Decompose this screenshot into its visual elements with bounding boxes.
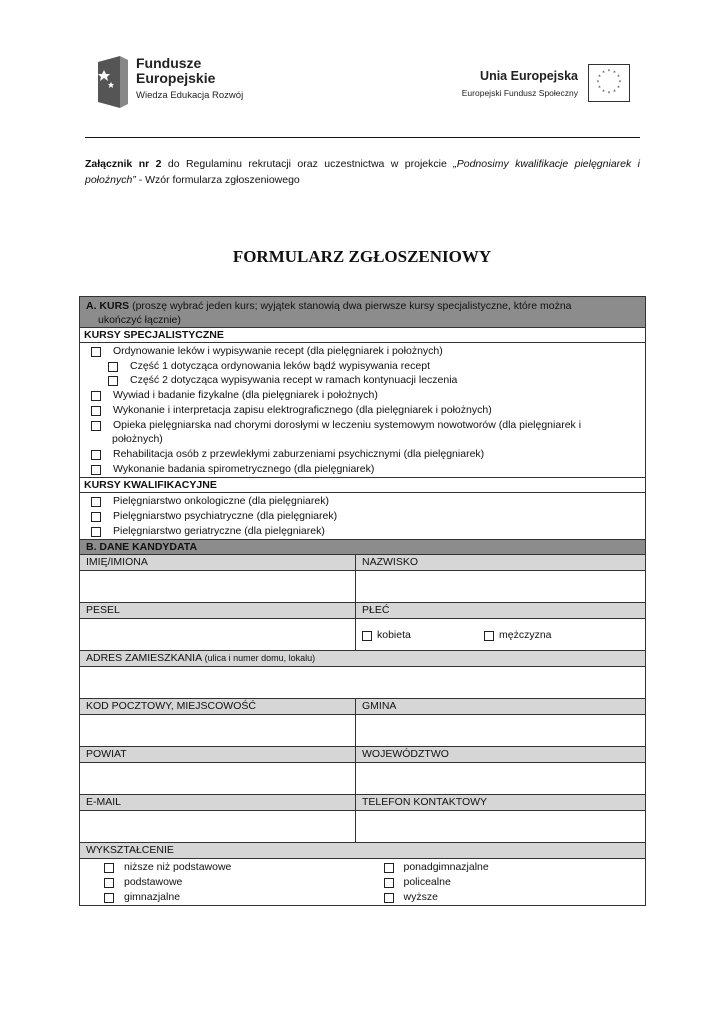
checkbox[interactable] <box>91 497 101 507</box>
table-row <box>80 715 645 747</box>
course-label: Rehabilitacja osób z przewlekłymi zaburzeniami psychicznymi (dla pielęgniarek) <box>113 447 485 460</box>
checkbox[interactable] <box>108 362 118 372</box>
list-item <box>91 462 645 477</box>
list-item <box>91 388 645 403</box>
education-column-left <box>80 860 366 905</box>
pesel-label: PESEL <box>80 603 356 618</box>
checkbox[interactable] <box>91 391 101 401</box>
list-item <box>104 875 366 890</box>
county-field[interactable] <box>80 763 356 794</box>
svg-text:*: * <box>617 74 620 81</box>
address-note: (ulica i numer domu, lokalu) <box>202 653 316 664</box>
eu-logo-title: Unia Europejska <box>480 68 578 83</box>
course-label: Pielęgniarstwo psychiatryczne (dla pielęgniarek) <box>113 510 338 523</box>
course-label: Pielęgniarstwo geriatryczne (dla pielęgniarek) <box>113 524 325 537</box>
svg-text:*: * <box>598 85 601 92</box>
list-item <box>91 418 645 433</box>
course-label: Ordynowanie leków i wypisywanie recept (dla pielęgniarek i położnych) <box>113 345 443 357</box>
qualification-courses-list <box>80 493 645 540</box>
commune-field[interactable] <box>356 715 645 746</box>
pesel-field[interactable] <box>80 619 356 650</box>
education-column-right <box>366 860 646 905</box>
checkbox[interactable] <box>384 878 394 888</box>
education-label-text: gimnazjalne <box>124 890 181 903</box>
education-label-text: podstawowe <box>124 876 183 889</box>
course-label: Część 1 dotycząca ordynowania leków bądź wypisywania recept <box>130 359 430 372</box>
checkbox[interactable] <box>362 631 372 641</box>
specialist-courses-list <box>80 343 645 478</box>
table-row <box>80 763 645 795</box>
logo-line-1: Fundusze <box>136 55 202 71</box>
table-row <box>80 603 645 619</box>
postal-field[interactable] <box>80 715 356 746</box>
sex-options <box>356 619 645 650</box>
svg-text:*: * <box>598 74 601 81</box>
checkbox[interactable] <box>91 465 101 475</box>
course-label: położnych) <box>112 433 163 446</box>
table-row <box>80 747 645 763</box>
section-a-note-1: (proszę wybrać jeden kurs; wyjątek stanowią dwa pierwsze kursy specjalistyczne, które można <box>129 300 572 312</box>
checkbox[interactable] <box>91 406 101 416</box>
sex-male-option[interactable] <box>484 629 606 642</box>
list-item <box>91 447 645 462</box>
email-field[interactable] <box>80 811 356 842</box>
postal-label: KOD POCZTOWY, MIEJSCOWOŚĆ <box>80 699 356 714</box>
first-name-field[interactable] <box>80 571 356 602</box>
svg-text:*: * <box>618 80 622 86</box>
page-title: FORMULARZ ZGŁOSZENIOWY <box>232 247 492 266</box>
svg-text:*: * <box>602 70 605 77</box>
last-name-field[interactable] <box>356 571 645 602</box>
fundusze-europejskie-emblem-icon <box>98 56 128 108</box>
checkbox[interactable] <box>484 631 494 641</box>
address-field[interactable] <box>80 667 645 698</box>
checkbox[interactable] <box>91 527 101 537</box>
svg-text:*: * <box>607 91 611 97</box>
eu-logo-subtitle: Europejski Fundusz Społeczny <box>461 87 578 98</box>
course-label: Opieka pielęgniarska nad chorymi dorosłymi w leczeniu systemowym nowotworów (dla pielęgniarek i <box>113 418 582 431</box>
sex-male-label: mężczyzna <box>499 629 552 642</box>
list-item <box>91 524 645 539</box>
table-row <box>80 843 645 859</box>
list-item <box>91 509 645 524</box>
logo-line-3: Wiedza Edukacja Rozwój <box>136 90 244 101</box>
application-form <box>79 296 646 906</box>
list-item <box>91 403 645 418</box>
county-label: POWIAT <box>80 747 356 762</box>
list-item <box>91 373 645 388</box>
section-b-header: B. DANE KANDYDATA <box>80 540 645 555</box>
section-a-header <box>80 297 645 328</box>
checkbox[interactable] <box>91 421 101 431</box>
specialist-courses-header: KURSY SPECJALISTYCZNE <box>80 328 645 343</box>
attachment-lead: Załącznik nr 2 <box>85 158 162 170</box>
education-label-text: niższe niż podstawowe <box>124 861 232 874</box>
education-label-text: ponadgimnazjalne <box>403 861 489 874</box>
section-a-note-2: ukończyć łącznie) <box>98 314 181 326</box>
checkbox[interactable] <box>91 450 101 460</box>
checkbox[interactable] <box>104 878 114 888</box>
section-a-title: A. KURS <box>86 300 130 312</box>
voivodeship-field[interactable] <box>356 763 645 794</box>
table-row <box>80 555 645 571</box>
last-name-label: NAZWISKO <box>362 556 419 569</box>
table-row <box>80 795 645 811</box>
svg-text:*: * <box>602 89 605 96</box>
course-label: Wykonanie badania spirometrycznego (dla pielęgniarek) <box>113 462 375 475</box>
list-item <box>91 494 645 509</box>
commune-label: GMINA <box>362 700 397 713</box>
table-row <box>80 619 645 651</box>
table-row <box>80 651 645 667</box>
sex-female-label: kobieta <box>377 629 411 642</box>
fundusze-europejskie-logo <box>98 56 243 108</box>
list-item <box>384 875 646 890</box>
header-divider <box>85 137 640 138</box>
education-label-text: wyższe <box>403 890 438 903</box>
checkbox[interactable] <box>384 863 394 873</box>
list-item <box>384 890 646 905</box>
education-label-text: policealne <box>403 876 451 889</box>
list-item <box>104 890 366 905</box>
phone-label: TELEFON KONTAKTOWY <box>362 796 488 809</box>
checkbox[interactable] <box>104 893 114 903</box>
attachment-note <box>85 157 640 188</box>
list-item <box>91 344 645 359</box>
svg-text:*: * <box>596 80 600 86</box>
qualification-courses-header: KURSY KWALIFIKACYJNE <box>80 478 645 493</box>
course-label: Wykonanie i interpretacja zapisu elektrograficznego (dla pielęgniarek i położnych) <box>113 403 492 416</box>
table-row <box>80 667 645 699</box>
list-item <box>384 860 646 875</box>
attachment-text-2: - Wzór formularza zgłoszeniowego <box>135 173 300 186</box>
checkbox[interactable] <box>108 376 118 386</box>
address-label <box>80 651 645 666</box>
checkbox[interactable] <box>104 863 114 873</box>
table-row <box>80 811 645 843</box>
checkbox[interactable] <box>91 512 101 522</box>
checkbox[interactable] <box>91 347 101 357</box>
course-label: Wywiad i badanie fizykalne (dla pielęgniarek i położnych) <box>113 389 378 402</box>
eu-flag-icon <box>588 64 630 102</box>
list-item <box>91 359 645 374</box>
logo-line-2: Europejskie <box>136 70 216 86</box>
table-row <box>80 571 645 603</box>
first-name-label: IMIĘ/IMIONA <box>80 555 356 570</box>
list-item-continuation <box>91 432 645 447</box>
phone-field[interactable] <box>356 811 645 842</box>
list-item <box>104 860 366 875</box>
svg-text:*: * <box>613 89 616 96</box>
sex-female-option[interactable] <box>362 629 484 642</box>
attachment-text-1: do Regulaminu rekrutacji oraz uczestnictwa w projekcie <box>161 158 454 170</box>
table-row <box>80 699 645 715</box>
svg-text:*: * <box>617 85 620 92</box>
voivodeship-label: WOJEWÓDZTWO <box>362 748 449 761</box>
education-label: WYKSZTAŁCENIE <box>86 844 174 857</box>
course-label: Część 2 dotycząca wypisywania recept w ramach kontynuacji leczenia <box>130 374 458 387</box>
unia-europejska-logo <box>462 64 630 102</box>
table-row <box>80 859 645 905</box>
svg-text:*: * <box>607 69 611 75</box>
checkbox[interactable] <box>384 893 394 903</box>
course-label: Pielęgniarstwo onkologiczne (dla pielęgniarek) <box>113 495 329 508</box>
education-options <box>80 859 645 905</box>
project-name: „Podnosimy kwalifikacje pielęgniarek i położnych” <box>85 158 640 186</box>
sex-label: PŁEĆ <box>362 604 390 617</box>
address-label-text: ADRES ZAMIESZKANIA <box>86 652 203 665</box>
svg-text:*: * <box>613 70 616 77</box>
email-label: E-MAIL <box>80 795 356 810</box>
